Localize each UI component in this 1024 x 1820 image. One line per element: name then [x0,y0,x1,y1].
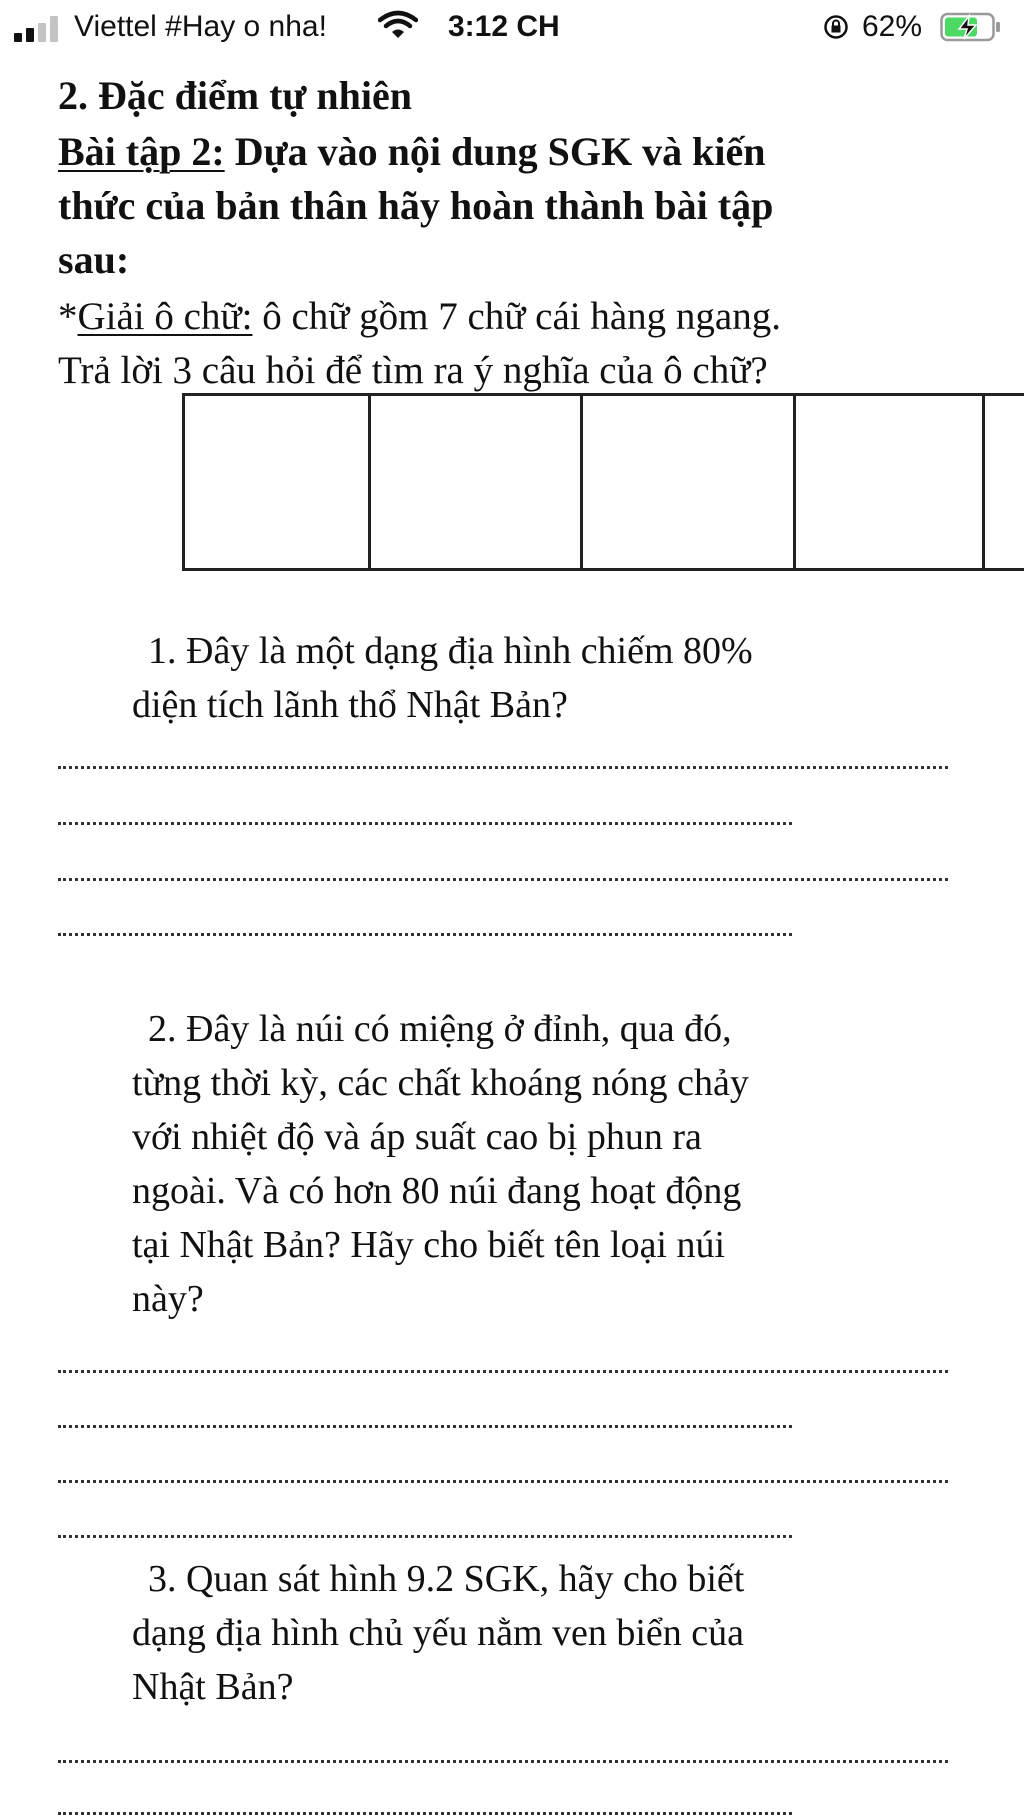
crossword-cell[interactable] [371,396,583,568]
question-2-line: 2. Đây là núi có miệng ở đỉnh, qua đó, [148,1008,732,1050]
question-1-line: 1. Đây là một dạng địa hình chiếm 80% [148,630,753,672]
question-2-line: với nhiệt độ và áp suất cao bị phun ra [132,1116,702,1158]
answer-line[interactable] [58,1760,948,1763]
answer-line[interactable] [58,1812,792,1815]
crossword-cell[interactable] [583,396,796,568]
question-3-line: dạng địa hình chủ yếu nằm ven biển của [132,1612,745,1654]
battery-percentage: 62% [862,10,923,43]
question-1-line: diện tích lãnh thổ Nhật Bản? [132,684,568,726]
exercise-instruction-line-1: Bài tập 2: Dựa vào nội dung SGK và kiến [58,129,766,174]
crossword-cell[interactable] [796,396,985,568]
exercise-instruction-line-3: sau: [58,237,130,282]
puzzle-prompt-line-2: Trả lời 3 câu hỏi để tìm ra ý nghĩa của ô chữ? [58,349,768,392]
answer-line[interactable] [58,766,948,769]
puzzle-prompt-line-1: *Giải ô chữ: ô chữ gồm 7 chữ cái hàng ngang. [58,295,781,338]
answer-line[interactable] [58,1535,792,1538]
answer-line[interactable] [58,1425,792,1428]
question-2-line: từng thời kỳ, các chất khoáng nóng chảy [132,1062,749,1104]
answer-line[interactable] [58,933,792,936]
exercise-label: Bài tập 2: [58,129,225,174]
crossword-grid [182,393,1024,571]
clock: 3:12 CH [448,10,560,43]
answer-line[interactable] [58,1370,948,1373]
question-2-line: ngoài. Và có hơn 80 núi đang hoạt động [132,1170,742,1212]
answer-line[interactable] [58,822,792,825]
question-2-line: này? [132,1278,204,1320]
answer-line[interactable] [58,878,948,881]
puzzle-label: Giải ô chữ: [77,295,253,338]
section-title: 2. Đặc điểm tự nhiên [58,73,413,118]
exercise-instruction-line-2: thức của bản thân hãy hoàn thành bài tập [58,183,774,228]
question-2-line: tại Nhật Bản? Hãy cho biết tên loại núi [132,1224,726,1266]
question-3-line: 3. Quan sát hình 9.2 SGK, hãy cho biết [148,1558,745,1600]
crossword-cell[interactable] [185,396,371,568]
carrier-name: Viettel #Hay o nha! [74,10,327,43]
question-3-line: Nhật Bản? [132,1666,294,1708]
answer-line[interactable] [58,1480,948,1483]
